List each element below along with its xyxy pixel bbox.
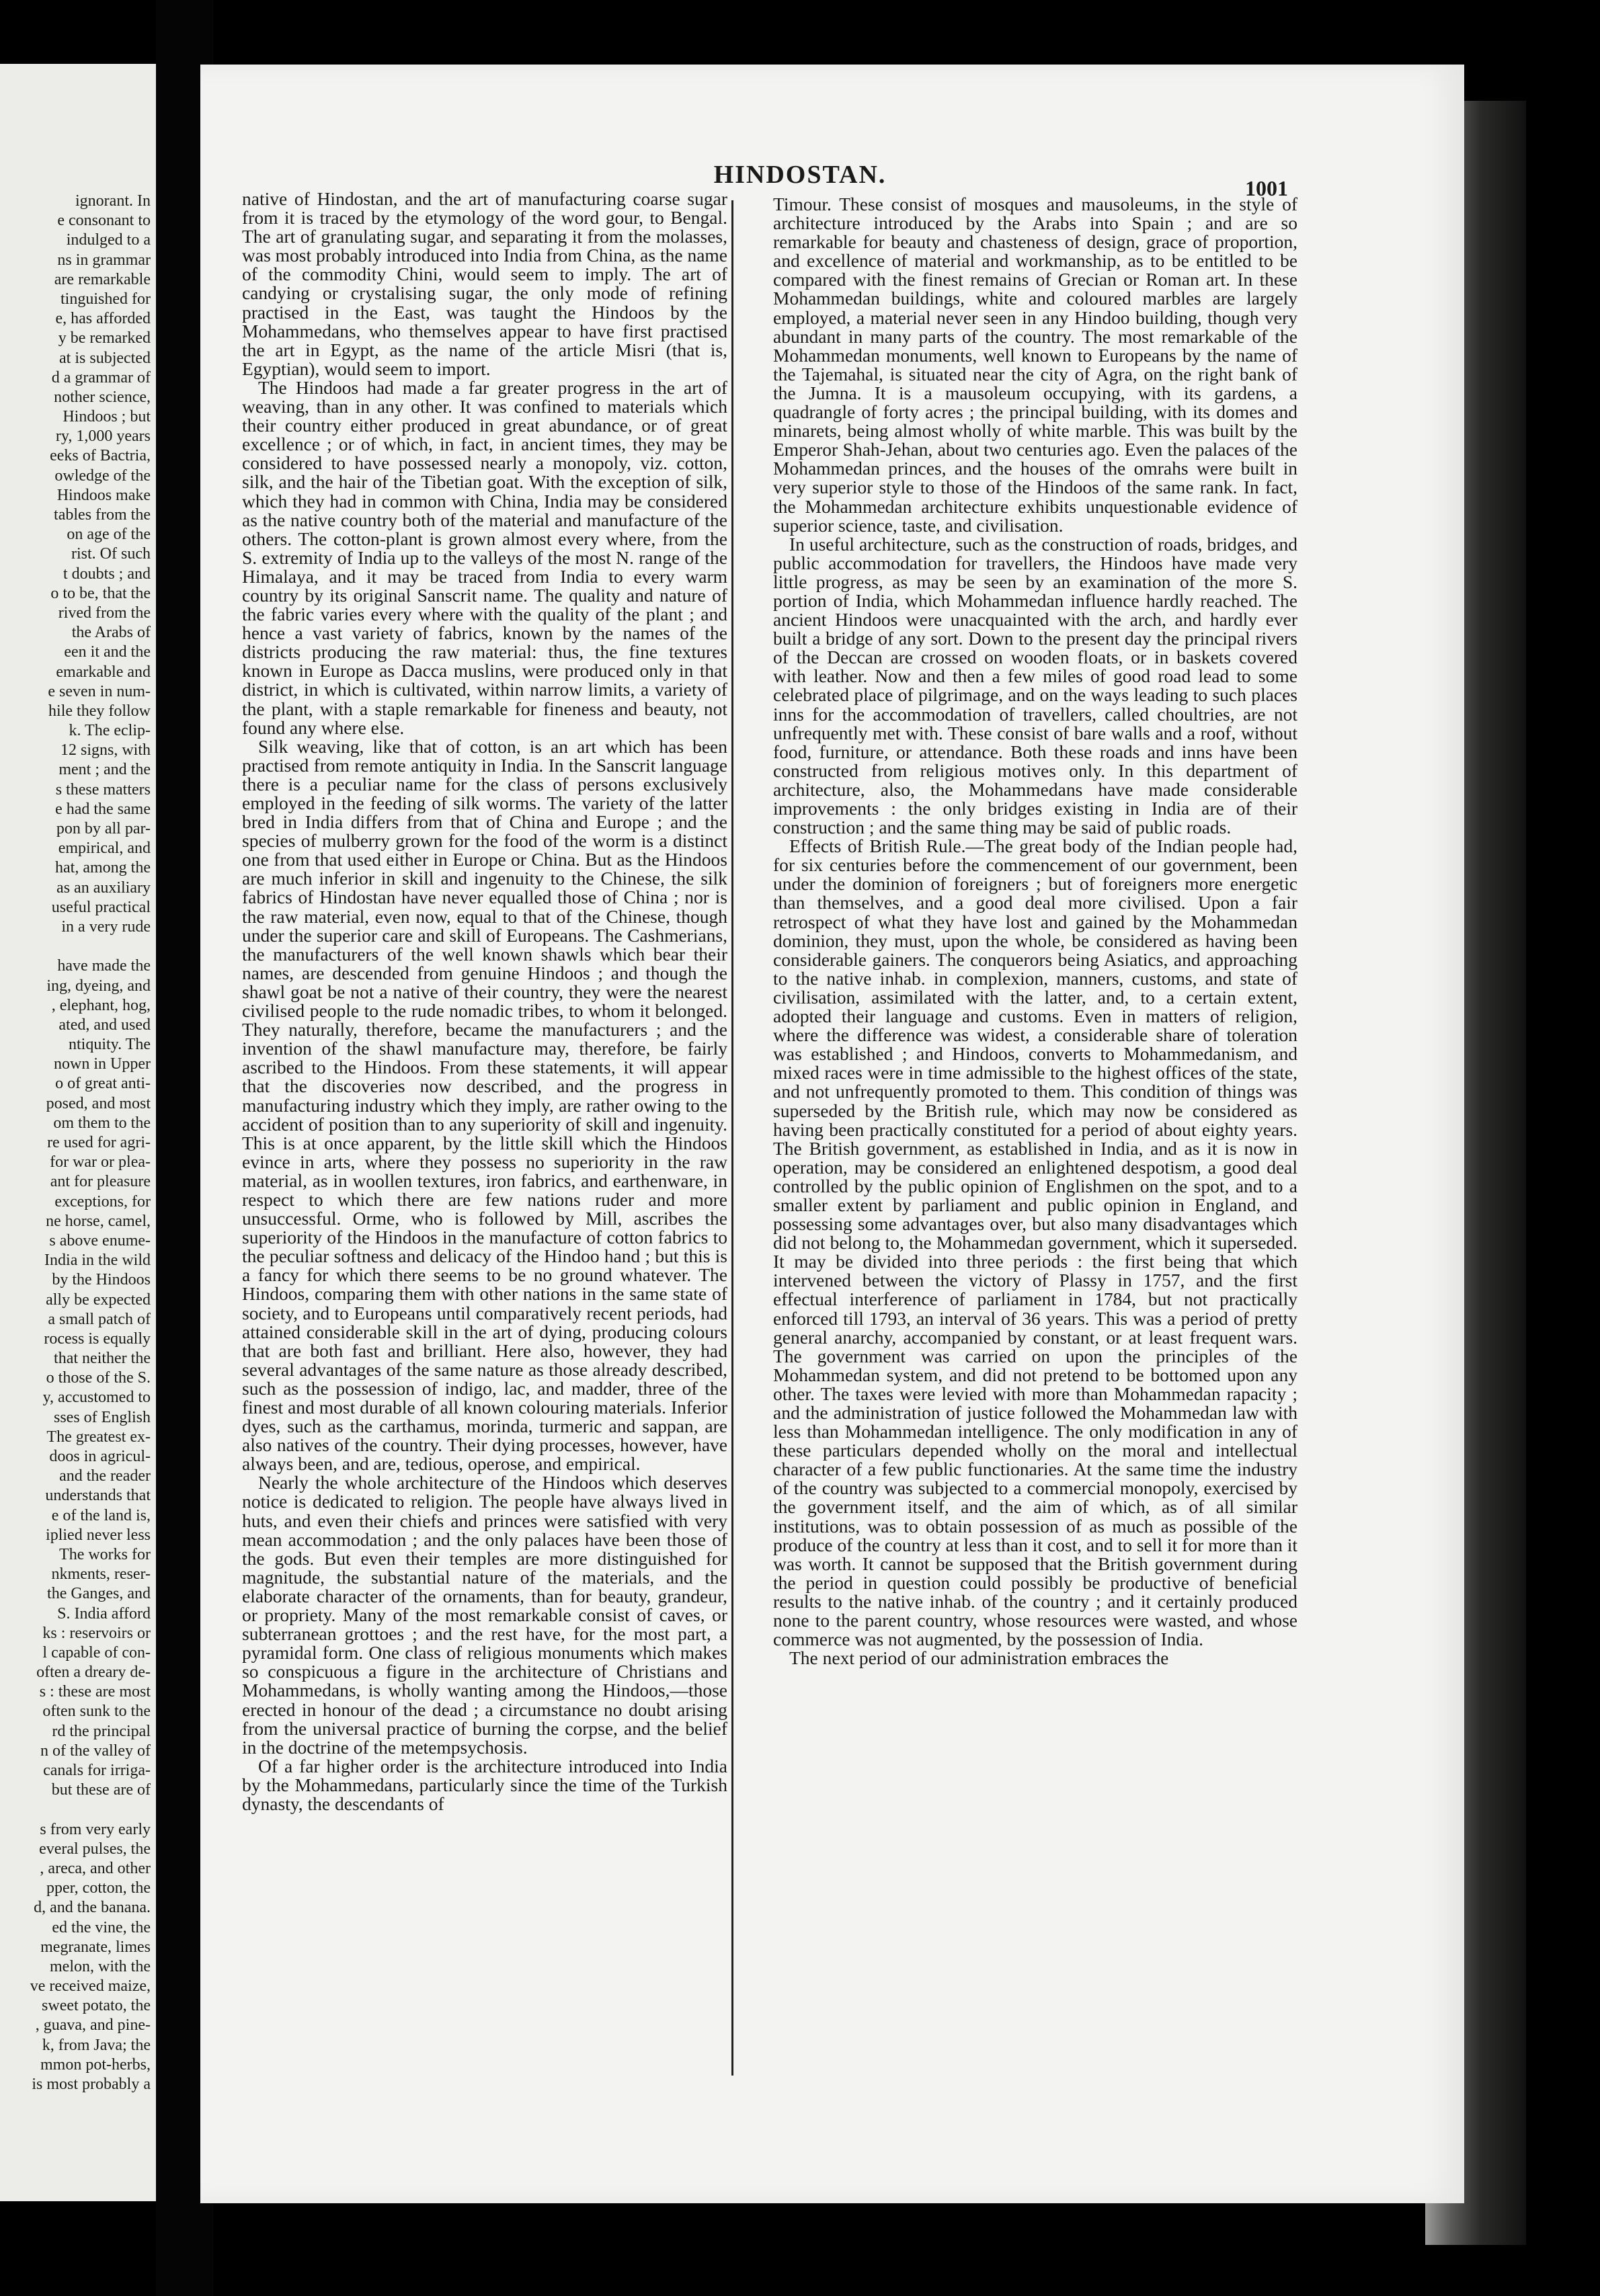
facing-page-line: by the Hindoos: [52, 1271, 151, 1289]
facing-page-line: in a very rude: [61, 917, 151, 936]
facing-page-line: rist. Of such: [71, 545, 151, 563]
facing-page-line: hile they follow: [48, 702, 151, 720]
facing-page-line: y, accustomed to: [42, 1389, 151, 1407]
facing-page-line: s above enume-: [49, 1231, 151, 1249]
facing-page-line: the Arabs of: [71, 624, 151, 642]
facing-page-line: o of great anti-: [55, 1075, 151, 1093]
facing-page-line: Hindoos ; but: [63, 408, 151, 426]
facing-page-line: n of the valley of: [40, 1741, 151, 1760]
facing-page-line: , elephant, hog,: [51, 996, 151, 1014]
facing-page-line: t doubts ; and: [63, 565, 151, 583]
facing-page-line: , areca, and other: [40, 1859, 151, 1877]
facing-page-line: The works for: [59, 1545, 151, 1563]
facing-page-line: the Ganges, and: [47, 1585, 151, 1603]
facing-page-line: s from very early: [40, 1820, 151, 1838]
facing-page-line: om them to the: [53, 1114, 151, 1132]
facing-page-line: eeks of Bactria,: [50, 447, 151, 465]
facing-page-line: ally be expected: [46, 1290, 151, 1309]
facing-page-line: tinguished for: [61, 290, 151, 308]
facing-page-left: [0, 64, 156, 2201]
paragraph: In useful architecture, such as the construction of roads, bridges, and public accommodation for travellers, the Hindoos have made very little progress, as may be seen by an examination of the more S. portion of India, which Mohammedan influence hardly reached. The ancient Hindoos were unacquainted with the arch, and hardly ever built a bridge of any sort. Down to the present day the principal rivers of the Deccan are crossed on wooden floats, or in baskets covered with leather. Now and then a few miles of good road lead to some celebrated place of pilgrimage, and on the ways leading to such places inns for the accommodation of travellers, called choultries, are not unfrequently met with. These consist of bare walls and a roof, without food, furniture, or attendance. Both these roads and inns have been constructed from religious motives only. In this department of architecture, also, the Mohammedans have made considerable improvements : the only bridges existing in India are of their construction ; and the same thing may be said of public roads.: [773, 533, 1297, 838]
facing-page-line: mmon pot-herbs,: [40, 2055, 151, 2074]
paragraph: The next period of our administration embraces the: [789, 1647, 1169, 1669]
facing-page-line: tables from the: [54, 506, 151, 524]
facing-page-line: that neither the: [54, 1350, 151, 1368]
paragraph: Silk weaving, like that of cotton, is an art which has been practised from remote antiquity in India. In the Sanscrit language there is a peculiar name for the class of persons exclusively employed in the feeding of silk worms. The variety of the latter bred in India differs from that of China and Europe ; and the species of mulberry grown for the food of the worm is a distinct one from that used either in Europe or China. But as the Hindoos are much inferior in skill and ingenuity to the Chinese, the silk fabrics of Hindostan have never equalled those of China ; nor is the raw material, even now, equal to that of the Chinese, though under the superior care and skill of Europeans. The Cashmerians, the manufacturers of the well known shawls which bear their names, are descended from genuine Hindoos ; and though the shawl goat be not a native of their country, they were the nearest civilised people to the rude nomadic tribes, to whom it belonged. They naturally, therefore, became the manufacturers ; and the invention of the shawl manufacture may, therefore, be fairly ascribed to the Hindoos. From these statements, it will appear that the discoveries now described, and the progress in manufacturing industry which they imply, are rather owing to the accident of position than to any superiority of skill and ingenuity. This is at once apparent, by the little skill which the Hindoos evince in arts, where they possess no superiority in the raw material, as in woollen textures, iron fabrics, and earthenware, in respect to which there are few nations ruder and more unsuccessful. Orme, who is followed by Mill, ascribes the superiority of the Hindoos in the manufacture of cotton fabrics to the peculiar softness and delicacy of the Hindoo hand ; but this is a fancy for which there seems to be no ground whatever. The Hindoos, comparing them with other nations in the same state of society, and to Europeans until comparatively recent periods, had attained considerable skill in the art of dying, producing colours that are both fast and brilliant. Here also, however, they had several advantages of the same nature as those already described, such as the possession of indigo, lac, and madder, three of the finest and most durable of all known colouring materials. Inferior dyes, such as the carthamus, morinda, turmeric and sappan, are also natives of the country. Their dying processes, however, have always been, and are, tedious, operose, and empirical.: [242, 735, 727, 1475]
facing-page-text-fragments: [0, 192, 151, 2094]
facing-page-line: nkments, reser-: [51, 1565, 151, 1584]
facing-page-line: ated, and used: [58, 1016, 151, 1034]
facing-page-line: everal pulses, the: [39, 1840, 151, 1858]
facing-page-line: rd the principal: [52, 1722, 151, 1740]
facing-page-line: ntiquity. The: [69, 1036, 151, 1054]
facing-page-line: rocess is equally: [44, 1329, 151, 1348]
facing-page-line: re used for agri-: [47, 1134, 151, 1151]
facing-page-line: often sunk to the: [42, 1703, 151, 1721]
facing-page-line: ks : reservoirs or: [42, 1624, 151, 1642]
facing-page-line: k, from Java; the: [42, 2036, 151, 2054]
facing-page-line: e seven in num-: [48, 682, 151, 700]
facing-page-line: are remarkable: [54, 270, 151, 288]
facing-page-line: for war or plea-: [50, 1153, 151, 1172]
facing-page-line: The greatest ex-: [46, 1428, 151, 1446]
paragraph: Of a far higher order is the architecture introduced into India by the Mohammedans, particularly since the time of the Turkish dynasty, the descendants of: [242, 1755, 727, 1814]
facing-page-line: at is subjected: [59, 349, 151, 367]
facing-page-line: rived from the: [58, 604, 151, 622]
facing-page-line: often a dreary de-: [36, 1664, 151, 1682]
facing-page-line: [0, 937, 151, 956]
facing-page-line: e of the land is,: [51, 1506, 151, 1524]
facing-page-line: ant for pleasure: [50, 1173, 151, 1191]
facing-page-line: canals for irriga-: [43, 1762, 151, 1779]
paragraph: Timour. These consist of mosques and mausoleums, in the style of architecture introduced by the Arabs into Spain ; and are so remarkable for beauty and chasteness of design, grace of proportion, and excellence of material and workmanship, as to be entitled to be compared with the finest remains of Grecian or Roman art. In these Mohammedan buildings, white and coloured marbles are largely employed, a material never seen in any Hindoo building, though very abundant in many parts of the country. The most remarkable of the Mohammedan monuments, well known to Europeans by the name of the Tajemahal, is situated near the city of Agra, on the right bank of the Jumna. It is a mausoleum occupying, with its gardens, a quadrangle of forty acres ; the principal building, with its domes and minarets, being almost wholly of white marble. This was built by the Emperor Shah-Jehan, about two centuries ago. Even the palaces of the Mohammedan princes, and the houses of the omrahs were built in very superior style to those of the Hindoos of the same rank. In fact, the Mohammedan architecture exhibits unquestionable evidence of superior science, taste, and civilisation.: [773, 194, 1297, 536]
facing-page-line: y be remarked: [58, 329, 151, 347]
paragraph: The Hindoos had made a far greater progress in the art of weaving, than in any other. It was confined to materials which their country either produced in great abundance, or of great excellence ; or of which, in fact, in ancient times, they may be considered to have possessed nearly a monopoly, viz. cotton, silk, and the hair of the Tibetian goat. With the exception of silk, which they had in common with China, India may be considered as the native country both of the material and manufacture of the others. The cotton-plant is grown almost every where, from the S. extremity of India up to the valleys of the most N. range of the Himalaya, and it may be traced from India to every warm country by its original Sanscrit name. The quality and nature of the fabric varies every where with the quality of the plant ; and hence a vast variety of fabrics, known by the names of the districts producing the raw material: thus, the fine textures known in Europe as Dacca muslins, were produced only in that district, in which is cultivated, within narrow limits, a variety of the plant, with a staple remarkable for fineness and beauty, not found any where else.: [242, 376, 727, 738]
facing-page-line: exceptions, for: [54, 1192, 151, 1211]
facing-page-line: as an auxiliary: [56, 878, 151, 897]
paragraph: native of Hindostan, and the art of manufacturing coarse sugar from it is traced by the etymology of the word gour, to Bengal. The art of granulating sugar, and separating it from the molasses, was most probably introduced into India from China, as the name of the commodity Chini, would seem to imply. The art of candying or crystalising sugar, the only mode of refining practised in the East, was taught the Hindoos by the Mohammedans, who themselves appear to have first practised the art in Egypt, as the name of the article Misri (that is, Egyptian), would seem to import.: [242, 188, 727, 379]
page-number: 1001: [1245, 176, 1288, 200]
facing-page-line: doos in agricul-: [49, 1448, 151, 1465]
facing-page-line: pon by all par-: [56, 820, 151, 837]
facing-page-line: e consonant to: [57, 212, 151, 230]
facing-page-line: ing, dyeing, and: [46, 977, 151, 995]
text-column-right: [773, 195, 1297, 1668]
facing-page-line: melon, with the: [50, 1957, 151, 1975]
facing-page-line: k. The eclip-: [69, 722, 151, 740]
facing-page-line: sweet potato, the: [42, 1997, 151, 2015]
facing-page-line: nown in Upper: [54, 1055, 151, 1073]
facing-page-line: megranate, limes: [40, 1938, 151, 1956]
facing-page-line: 12 signs, with: [60, 741, 151, 760]
paragraph: Nearly the whole architecture of the Hindoos which deserves notice is dedicated to religion. The people have always lived in huts, and even their chiefs and princes were satisfied with very mean accommodation ; and the only palaces have been those of the gods. But even their temples are more distinguished for magnitude, the substantial nature of the materials, and the elaborate character of the ornaments, than for beauty, grandeur, or propriety. Many of the most remarkable consist of caves, or subterranean grottoes ; and the rest have, for the most part, a pyramidal form. One class of religious monuments which makes so conspicuous a figure in the architecture of Christians and Mohammedans, is wholly wanting among the Hindoos,—those erected in honour of the dead ; a circumstance no doubt arising from the universal practice of burning the corpse, and the belief in the doctrine of the metempsychosis.: [242, 1472, 727, 1758]
facing-page-line: emarkable and: [56, 663, 151, 681]
facing-page-line: iplied never less: [46, 1526, 151, 1544]
facing-page-line: empirical, and: [58, 839, 151, 858]
facing-page-line: , guava, and pine-: [35, 2016, 151, 2035]
facing-page-line: s : these are most: [39, 1683, 151, 1701]
facing-page-line: on age of the: [67, 526, 151, 544]
facing-page-line: ed the vine, the: [52, 1918, 151, 1936]
running-head: HINDOSTAN.: [713, 161, 887, 189]
facing-page-line: ry, 1,000 years: [55, 427, 151, 446]
facing-page-line: [0, 1800, 151, 1819]
facing-page-line: sses of English: [54, 1408, 151, 1426]
facing-page-line: ve received maize,: [30, 1977, 151, 1996]
facing-page-line: S. India afford: [57, 1604, 151, 1623]
facing-page-line: nother science,: [54, 388, 151, 406]
facing-page-line: owledge of the: [54, 466, 151, 485]
facing-page-line: and the reader: [59, 1467, 151, 1485]
facing-page-line: a small patch of: [48, 1310, 151, 1328]
paragraph: Effects of British Rule.—The great body of the Indian people had, for six centuries before the commencement of our government, been under the dominion of foreigners ; but of foreigners more energetic than themselves, and a good deal more civilised. Upon a fair retrospect of what they have lost and gained by the Mohammedan dominion, they must, upon the whole, be considered as having been considerable gainers. The conquerors being Asiatics, and approaching to the native inhab. in complexion, manners, customs, and state of civilisation, assimilated with the latter, and, to a certain extent, adopted their language and customs. Even in matters of religion, where the difference was widest, a considerable share of toleration was established ; and Hindoos, converts to Mohammedanism, and mixed races were in time admissible to the highest offices of the state, and not unfrequently promoted to them. This condition of things was superseded by the British rule, which may now be considered as having been practically constituted for a period of about eighty years. The British government, as established in India, and as it is now in operation, may be considered an enlightened despotism, a good deal controlled by the public opinion of Englishmen on the spot, and to a smaller extent by parliament and public opinion in England, and possessing some advantages over, but also many disadvantages which did not belong to, the Mohammedan government, which it superseded. It may be divided into three periods : the first being that which intervened between the victory of Plassy in 1757, and the first effectual interference of parliament in 1784, but not practically enforced till 1793, an interval of 36 years. This was a period of pretty general anarchy, accompanied by constant, or at least frequent wars. The government was carried on upon the principles of the Mohammedan system, and did not pretend to be bottomed upon any other. The taxes were levied with more than Mohammedan rapacity ; and the administration of justice followed the Mohammedan law with less than Mohammedan intelligence. The only modification in any of these particulars depended wholly on the moral and intellectual character of a few public functionaries. At the same time the industry of the country was subjected to a commercial monopoly, exercised by the government itself, and the aim of which, as of all similar institutions, was to obtain possession of as much as possible of the produce of the country at less than it cost, and to sell it for more than it was worth. It cannot be supposed that the British government during the period in question could possibly be productive of beneficial results to the native inhab. of the country ; and it certainly produced none to the parent country, whose resources were wasted, and whose commerce was not augmented, by the possession of India.: [773, 835, 1297, 1650]
facing-page-line: o those of the S.: [46, 1369, 151, 1387]
facing-page-line: l capable of con-: [42, 1643, 151, 1662]
facing-page-line: ignorant. In: [75, 192, 151, 210]
facing-page-line: een it and the: [64, 643, 151, 661]
column-rule: [731, 200, 733, 2076]
facing-page-line: have made the: [57, 957, 151, 975]
facing-page-line: d, and the banana.: [34, 1899, 151, 1917]
facing-page-line: s these matters: [55, 780, 151, 798]
facing-page-line: posed, and most: [46, 1094, 151, 1112]
facing-page-line: ns in grammar: [57, 251, 151, 269]
facing-page-line: hat, among the: [55, 859, 151, 877]
facing-page-line: useful practical: [51, 898, 151, 916]
facing-page-line: India in the wild: [44, 1252, 151, 1270]
facing-page-line: e had the same: [55, 800, 151, 818]
facing-page-line: Hindoos make: [56, 486, 151, 504]
facing-page-line: d a grammar of: [51, 368, 151, 386]
text-column-left: [242, 190, 727, 1813]
facing-page-line: indulged to a: [66, 231, 151, 249]
facing-page-line: o to be, that the: [50, 584, 151, 602]
facing-page-line: understands that: [45, 1487, 151, 1505]
facing-page-line: is most probably a: [32, 2076, 151, 2093]
facing-page-line: but these are of: [51, 1781, 151, 1799]
facing-page-line: pper, cotton, the: [46, 1879, 151, 1897]
facing-page-line: ment ; and the: [58, 761, 151, 779]
facing-page-line: ne horse, camel,: [46, 1212, 151, 1230]
facing-page-line: e, has afforded: [55, 310, 151, 328]
